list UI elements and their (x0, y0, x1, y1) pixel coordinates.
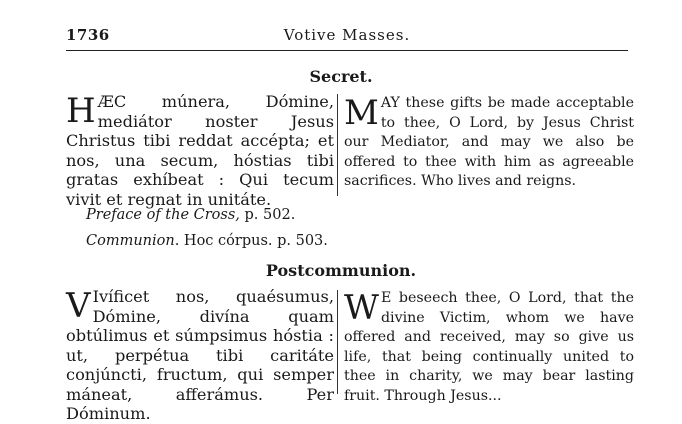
postcommunion-english-body: E beseech thee, O Lord, that the divine Victim, whom we have offered and received, may so give us life, that being continually united to thee in charity, we may bear lasting fruit. Through Jesus... (344, 290, 634, 404)
secret-english-body: AY these gifts be made acceptable to thee, O Lord, by Jesus Christ our Mediator, and may we also be offered to thee with him as agreeable sacrifices. Who lives and reigns. (344, 95, 634, 189)
column-divider (337, 94, 338, 196)
postcommunion-latin-body: Ivíficet nos, quaésumus, Dómine, divína quam obtúlimus et súmpsimus hóstia : ut, perpétua tibi caritáte conjúncti, fructum, qui semper máneat, afferámus. Per Dóminum. (66, 287, 334, 423)
postcommunion-latin-text (66, 287, 334, 424)
running-header (66, 26, 628, 48)
postcommunion-latin-initial: V (66, 286, 91, 326)
secret-latin-body: ÆC múnera, Dómine, mediátor noster Jesus Christus tibi reddat accépta; et nos, una secum, hóstias tibi gratas exhíbeat : Qui tecum vivit et regnat in unitáte. (66, 92, 334, 209)
page-title: Votive Masses. (283, 26, 411, 44)
communion-reference: Hoc córpus. p. 503. (179, 233, 328, 249)
postcommunion-english-initial: W (344, 288, 379, 328)
secret-latin-initial: H (66, 91, 96, 131)
preface-reference: p. 502. (239, 207, 296, 223)
column-divider (337, 290, 338, 394)
postcommunion-heading: Postcommunion. (265, 261, 417, 280)
postcommunion-english-text (344, 289, 634, 406)
page-number: 1736 (66, 26, 110, 44)
secret-english-initial: M (344, 93, 379, 133)
preface-label: Preface of the Cross, (86, 207, 240, 223)
secret-heading: Secret. (309, 67, 373, 86)
preface-rubric (86, 207, 295, 223)
header-rule (66, 50, 628, 51)
secret-latin-text (66, 92, 334, 209)
secret-english-text (344, 94, 634, 192)
communion-rubric (86, 233, 328, 249)
communion-label: Communion. (86, 233, 180, 249)
